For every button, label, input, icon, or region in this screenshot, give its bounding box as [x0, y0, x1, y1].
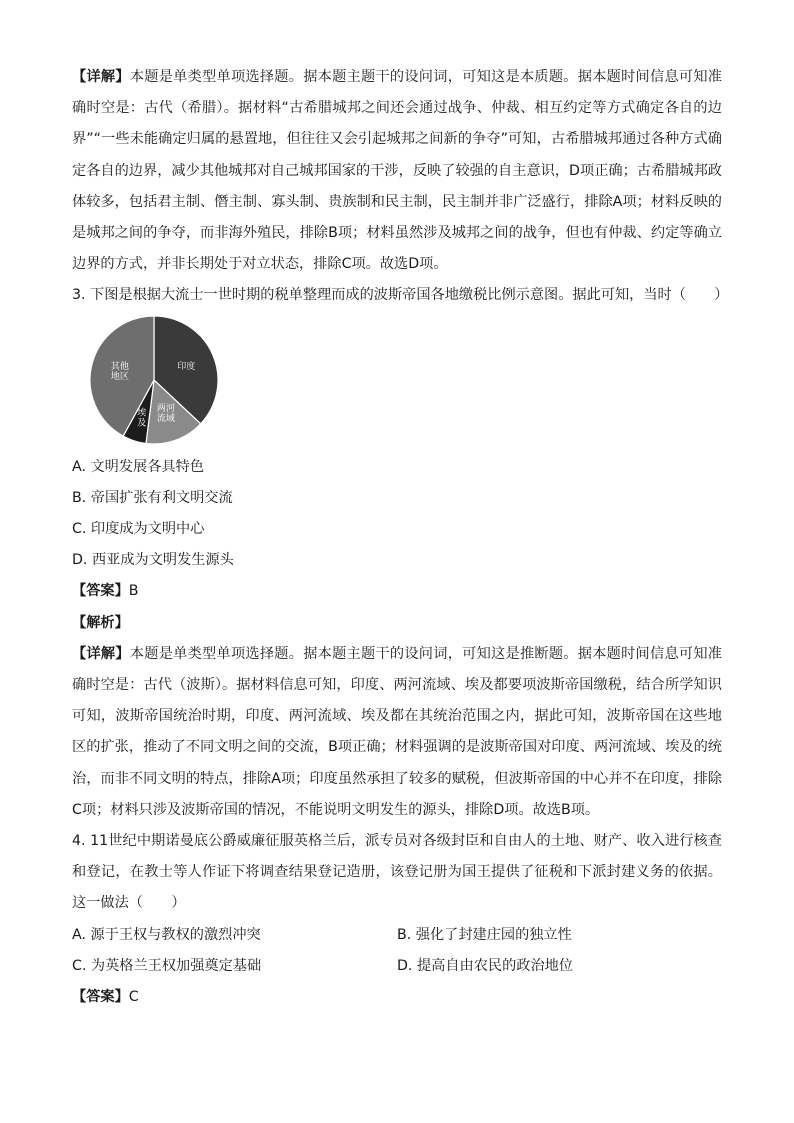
q4-option-d: D. 提高自由农民的政治地位	[397, 957, 574, 974]
detail-tag: 【详解】	[72, 645, 130, 662]
q3-answer	[72, 576, 722, 607]
q3-stem: 3. 下图是根据大流士一世时期的税单整理而成的波斯帝国各地缴税比例示意图。据此可知，当时（ ）	[72, 287, 729, 304]
q3-detail-paragraph	[72, 639, 722, 826]
exam-page	[72, 62, 729, 1013]
q3-answer-value: B	[128, 583, 139, 600]
q4-option-c: C. 为英格兰王权加强奠定基础	[72, 957, 262, 974]
detail-tag: 【详解】	[72, 69, 130, 85]
q2-detail-text: 本题是单类型单项选择题。据本题主题干的设问词，可知这是本质题。据本题时间信息可知准确时空是：古代（希腊）。据材料“古希腊城邦之间还会通过战争、仲裁、相互约定等方式确定各自的边界”“一些未能确定归属的悬置地，但往往又会引起城邦之间新的争夺”可知，古希腊城邦通过各种方式确定各自的边界，减少其他城邦对自己城邦国家的干涉，反映了较强的自主意识，D项正确；古希腊城邦政体较多，包括君主制、僭主制、寡头制、贵族制和民主制，民主制并非广泛盛行，排除A项；材料反映的是城邦之间的争夺，而非海外殖民，排除B项；材料虽然涉及城邦之间的战争，但也有仲裁、约定等确立边界的方式，并非长期处于对立状态，排除C项。故选D项。	[72, 69, 722, 273]
q4-stem: 4. 11世纪中期诺曼底公爵威廉征服英格兰后，派专员对各级封臣和自由人的土地、财产、收入进行核查和登记，在教士等人作证下将调查结果登记造册，该登记册为国王提供了征税和下派封建义务的依据。这一做法（ ）	[72, 833, 722, 912]
q3-option-c: C. 印度成为文明中心	[72, 521, 205, 538]
q3-detail-text: 本题是单类型单项选择题。据本题主题干的设问词，可知这是推断题。据本题时间信息可知准确时空是：古代（波斯）。据材料信息可知，印度、两河流域、埃及都要项波斯帝国缴税，结合所学知识可知，波斯帝国统治时期，印度、两河流域、埃及都在其统治范围之内，据此可知，波斯帝国在这些地区的扩张，推动了不同文明之间的交流，B项正确；材料强调的是波斯帝国对印度、两河流域、埃及的统治，而非不同文明的特点，排除A项；印度虽然承担了较多的赋税，但波斯帝国的中心并不在印度，排除C项；材料只涉及波斯帝国的情况，不能说明文明发生的源头，排除D项。故选B项。	[72, 645, 722, 818]
tax-pie-chart	[88, 314, 722, 446]
pie-label-other: 其他地区	[110, 361, 129, 382]
pie-label-mesopotamia: 两河流域	[156, 403, 175, 424]
answer-tag: 【答案】	[72, 989, 129, 1006]
pie-label-india: 印度	[177, 361, 196, 372]
q3-options	[72, 452, 722, 577]
q4-options	[72, 920, 722, 982]
q3-option-d: D. 西亚成为文明发生源头	[72, 552, 234, 569]
pie-chart-svg	[88, 314, 228, 446]
q2-detail-paragraph	[72, 62, 722, 280]
q3-analysis	[72, 608, 722, 639]
q3-option-a: A. 文明发展各具特色	[72, 458, 204, 475]
q4-option-b: B. 强化了封建庄园的独立性	[397, 926, 572, 943]
pie-label-egypt: 埃及	[137, 408, 147, 429]
analysis-tag: 【解析】	[72, 614, 129, 631]
q4-answer-value: C	[128, 989, 139, 1006]
q4-option-a: A. 源于王权与教权的激烈冲突	[72, 926, 261, 943]
q3-option-b: B. 帝国扩张有利文明交流	[72, 489, 233, 506]
q4-answer	[72, 982, 722, 1013]
answer-tag: 【答案】	[72, 583, 129, 600]
